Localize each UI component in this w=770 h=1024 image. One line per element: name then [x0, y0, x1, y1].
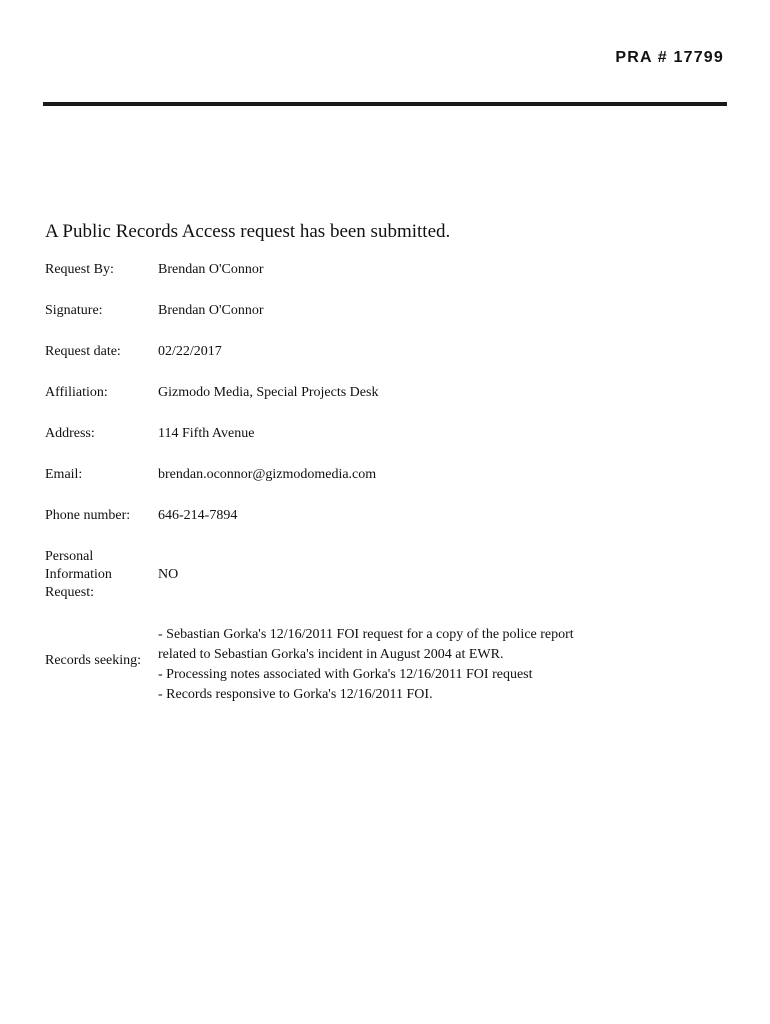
records-seeking-value: [158, 625, 574, 705]
records-seeking-line-3: - Processing notes associated with Gorka's 12/16/2011 FOI request: [158, 667, 533, 682]
records-seeking-line-4: - Records responsive to Gorka's 12/16/2011 FOI.: [158, 687, 433, 702]
request-date-value: 02/22/2017: [158, 344, 222, 359]
signature-label: Signature:: [45, 303, 103, 318]
personal-info-value: NO: [158, 567, 179, 582]
email-label: Email:: [45, 467, 83, 482]
signature-value: Brendan O'Connor: [158, 303, 264, 318]
page-title: A Public Records Access request has been submitted.: [45, 221, 451, 242]
phone-value: 646-214-7894: [158, 508, 238, 523]
records-seeking-line-1: - Sebastian Gorka's 12/16/2011 FOI request for a copy of the police report: [158, 627, 574, 642]
records-seeking-label: Records seeking:: [45, 653, 142, 668]
records-seeking-line-2: related to Sebastian Gorka's incident in August 2004 at EWR.: [158, 647, 504, 662]
request-by-value: Brendan O'Connor: [158, 262, 264, 277]
request-date-label: Request date:: [45, 344, 121, 359]
header-divider: [43, 102, 727, 106]
personal-info-label-line-3: Request:: [45, 585, 94, 600]
affiliation-value: Gizmodo Media, Special Projects Desk: [158, 385, 379, 400]
request-by-label: Request By:: [45, 262, 114, 277]
phone-label: Phone number:: [45, 508, 131, 523]
personal-info-label-line-1: Personal: [45, 549, 94, 564]
personal-info-label-line-2: Information: [45, 567, 112, 582]
pra-number: PRA # 17799: [615, 49, 724, 66]
email-value: brendan.oconnor@gizmodomedia.com: [158, 467, 377, 482]
affiliation-label: Affiliation:: [45, 385, 108, 400]
address-label: Address:: [45, 426, 95, 441]
address-value: 114 Fifth Avenue: [158, 426, 255, 441]
